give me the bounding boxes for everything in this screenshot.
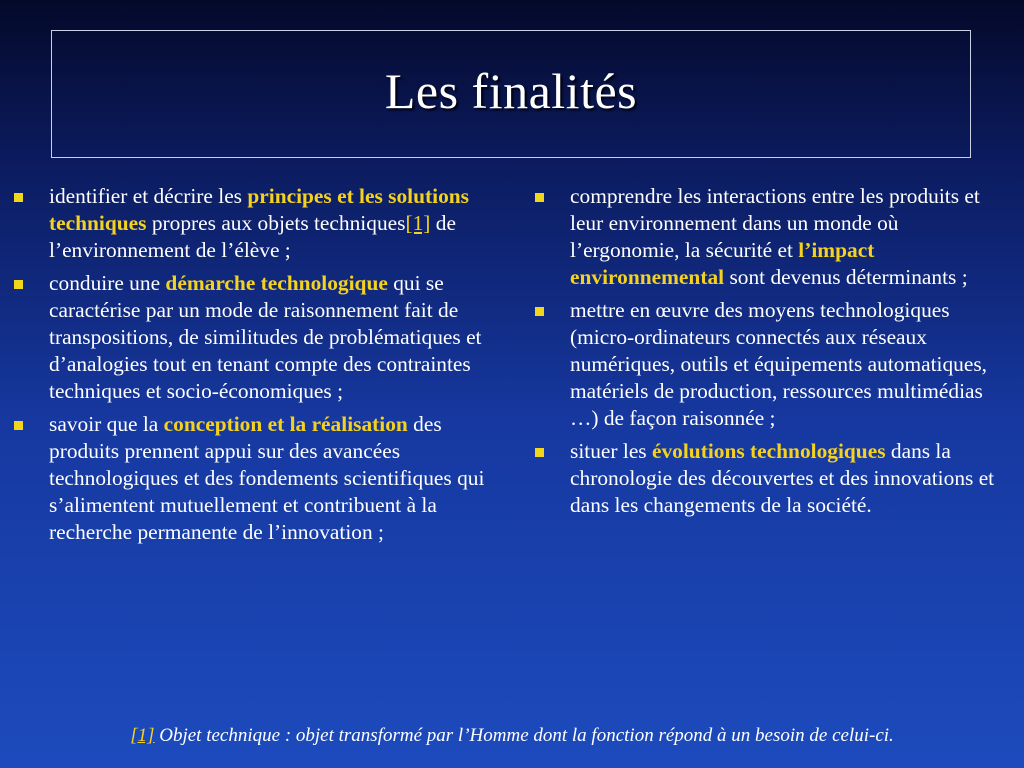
right-bullet-list <box>533 183 1011 525</box>
title-frame <box>51 30 971 158</box>
item-text-before: conduire une <box>49 271 166 295</box>
footnote-marker-link[interactable]: [1] <box>130 725 155 746</box>
item-text-before: mettre en œuvre des moyens technologiques (micro-ordinateurs connectés aux réseaux numériques, outils et équipements automatiques, matériels de production, ressources multimédias …) de façon raisonnée ; <box>570 298 988 430</box>
square-bullet-icon <box>535 448 544 457</box>
square-bullet-icon <box>14 193 23 202</box>
square-bullet-icon <box>14 280 23 289</box>
item-text-after: sont devenus déterminants ; <box>724 265 968 289</box>
square-bullet-icon <box>535 307 544 316</box>
list-item <box>12 270 496 405</box>
item-text-after: des produits prennent appui sur des avancées technologiques et des fondements scientifiques qui s’alimentent mutuellement et contribuent à la recherche permanente de l’innovation ; <box>49 412 485 544</box>
list-item <box>533 297 1011 432</box>
footnote-reference-link[interactable]: [1] <box>405 211 431 235</box>
item-text-before: identifier et décrire les <box>49 184 248 208</box>
item-text-after: de l’environnement de l’élève ; <box>49 211 456 262</box>
item-highlight: conception et la réalisation <box>163 412 408 436</box>
footnote-text: Objet technique : objet transformé par l’Homme dont la fonction répond à un besoin de celui-ci. <box>154 725 894 746</box>
list-item <box>12 183 496 264</box>
square-bullet-icon <box>14 421 23 430</box>
footnote <box>0 722 1024 750</box>
item-highlight: l’impact environnemental <box>570 238 875 289</box>
left-bullet-list <box>12 183 496 552</box>
item-text-after: dans la chronologie des découvertes et des innovations et dans les changements de la société. <box>570 439 995 517</box>
item-highlight: démarche technologique <box>165 271 388 295</box>
item-text-before: savoir que la <box>49 412 164 436</box>
item-text-after: qui se caractérise par un mode de raisonnement fait de transpositions, de similitudes de problématiques et d’analogies tout en tenant compte des contraintes techniques et socio-économiques ; <box>49 271 482 403</box>
square-bullet-icon <box>535 193 544 202</box>
list-item <box>12 411 496 546</box>
list-item <box>533 183 1011 291</box>
item-highlight: principes et les solutions techniques <box>49 184 470 235</box>
slide-title: Les finalités <box>384 63 638 119</box>
item-text-before: situer les <box>570 439 652 463</box>
item-text-before: comprendre les interactions entre les produits et leur environnement dans un monde où l’ergonomie, la sécurité et <box>570 184 980 262</box>
list-item <box>533 438 1011 519</box>
item-text-middle: propres aux objets techniques <box>146 211 406 235</box>
item-highlight: évolutions technologiques <box>651 439 886 463</box>
